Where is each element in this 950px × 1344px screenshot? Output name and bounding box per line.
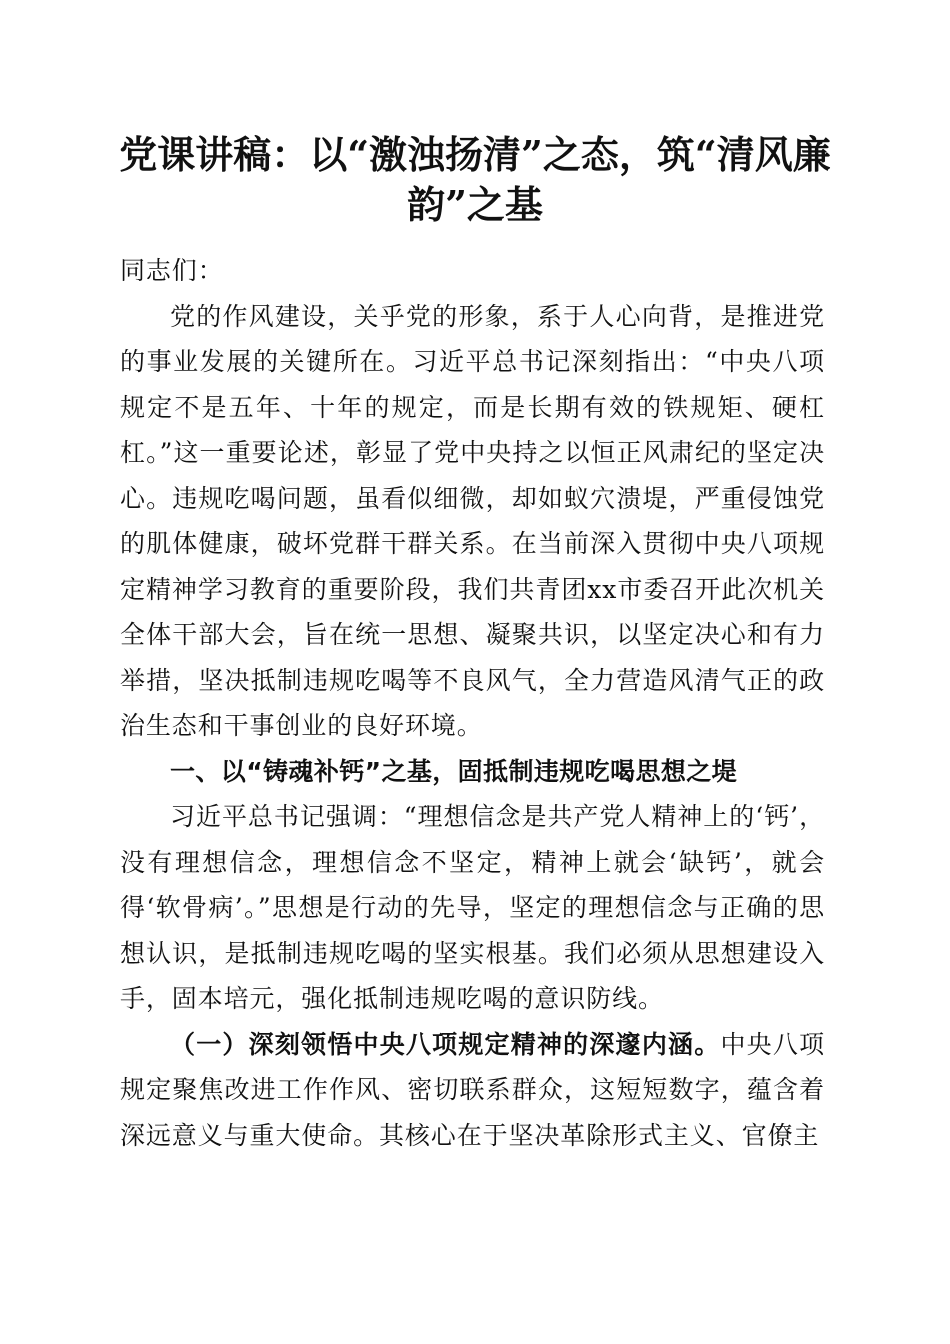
salutation: 同志们： (120, 256, 224, 285)
intro-paragraph: 党的作风建设，关乎党的形象，系于人心向背，是推进党的事业发展的关键所在。习近平总书记深刻指出：“中央八项规定不是五年、十年的规定，而是长期有效的铁规矩、硬杠杠。”这一重要论述，彰显了党中央持之以恒正风肃纪的坚定决心。违规吃喝问题，虽看似细微，却如蚁穴溃堤，严重侵蚀党的肌体健康，破坏党群干群关系。在当前深入贯彻中央八项规定精神学习教育的重要阶段，我们共青团xx市委召开此次机关全体干部大会，旨在统一思想、凝聚共识，以坚定决心和有力举措，坚决抵制违规吃喝等不良风气，全力营造风清气正的政治生态和干事创业的良好环境。 (120, 301, 825, 740)
section-1-paragraph: 习近平总书记强调：“理想信念是共产党人精神上的‘钙’，没有理想信念，理想信念不坚定，精神上就会‘缺钙’，就会得‘软骨病’。”思想是行动的先导，坚定的理想信念与正确的思想认识，是抵制违规吃喝的坚实根基。我们必须从思想建设入手，固本培元，强化抵制违规吃喝的意识防线。 (120, 802, 825, 1013)
subsection-1-text: 中央八项规定聚焦改进工作作风、密切联系群众，这短短数字，蕴含着深远意义与重大使命。其核心在于坚决革除形式主义、官僚主 (120, 1029, 825, 1150)
section-heading-1: 一、以“铸魂补钙”之基，固抵制违规吃喝思想之堤 (170, 756, 738, 786)
document-title: 党课讲稿：以“激浊扬清”之态，筑“清风廉韵”之基 (119, 132, 831, 227)
document-body (120, 248, 825, 1158)
subsection-1-lead: （一）深刻领悟中央八项规定精神的深邃内涵。 (170, 1029, 721, 1059)
subsection-1-paragraph (120, 1022, 825, 1159)
